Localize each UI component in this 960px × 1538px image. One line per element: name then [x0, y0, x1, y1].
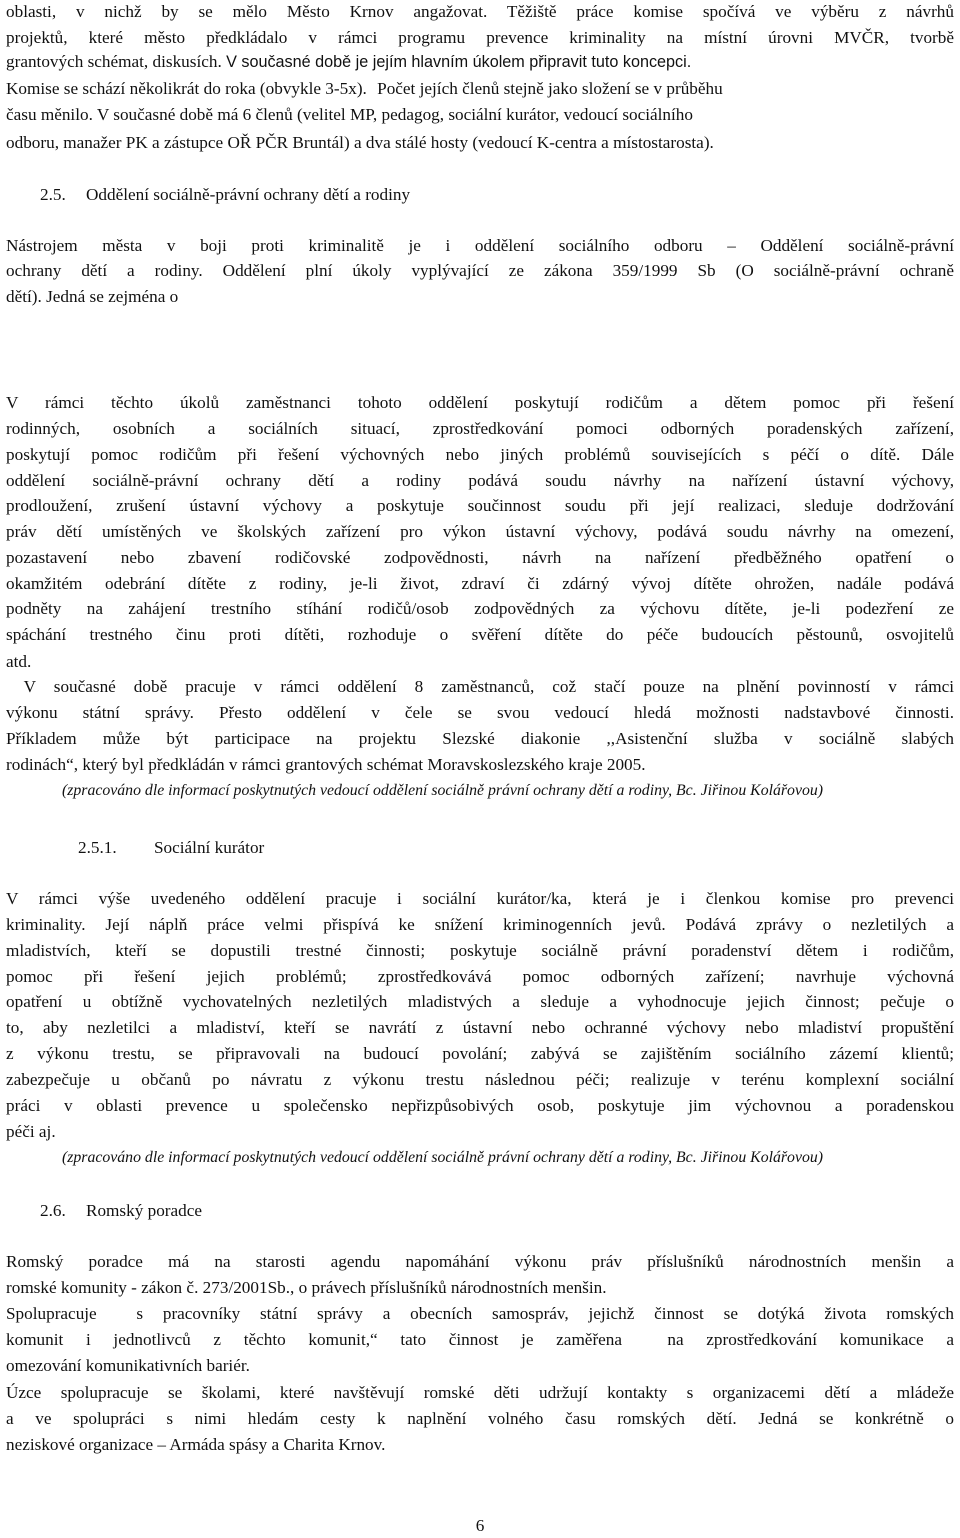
- text-line: spáchání trestného činu proti dítěti, rozhoduje o svěření dítěte do péče budoucích pěstounů, osvojitelů: [6, 625, 954, 644]
- text-line: projektů, které město předkládalo v rámci programu prevence kriminality na místní úrovni MVČR, tvorbě: [6, 28, 954, 47]
- text-line: oddělení sociálně-právní ochrany dětí a rodiny podává soudu návrhy na nařízení ústavní výchovy,: [6, 471, 954, 490]
- text-line: pozastavení nebo zbavení rodičovské zodpovědnosti, návrh na nařízení předběžného opatření o: [6, 548, 954, 567]
- section-title: Romský poradce: [86, 1201, 202, 1220]
- text-line: to, aby nezletilci a mladiství, kteří se navrátí z ústavní nebo ochranné výchovy nebo mladiství propuštění: [6, 1018, 954, 1037]
- text-line: V současné době pracuje v rámci oddělení 8 zaměstnanců, což stačí pouze na plnění povinností v rámci: [6, 677, 954, 696]
- text-line: výkonu státní správy. Přesto oddělení v čele se svou vedoucí hledá možnosti nadstavbové činnosti.: [6, 703, 954, 722]
- text-line: V rámci výše uvedeného oddělení pracuje i sociální kurátor/ka, která je i členkou komise pro prevenci: [6, 889, 954, 908]
- section-heading: [40, 1199, 202, 1223]
- text-span: Počet jejích členů stejně jako složení se v průběhu: [377, 79, 723, 98]
- text-line: Romský poradce má na starosti agendu napomáhání výkonu práv příslušníků národnostních menšin a: [6, 1252, 954, 1271]
- text-line: poskytují pomoc rodičům při řešení výchovných nebo jiných problémů souvisejících s péčí o dítě. Dále: [6, 445, 954, 464]
- text-line: rodinných, osobních a sociálních situací, zprostředkování pomoci odborných poradenských zařízení,: [6, 419, 954, 438]
- subsection-title: Sociální kurátor: [154, 838, 265, 857]
- text-line: mladistvích, kteří se dopustili trestné činnosti; poskytuje sociálně právní poradenství dětem i rodičům,: [6, 941, 954, 960]
- text-line: podněty na zahájení trestního stíhání rodičů/osob zodpovědných za výchovu dítěte, je-li podezření ze: [6, 599, 954, 618]
- text-span: grantových schémat, diskusích.: [6, 52, 222, 71]
- text-line-mixed: [6, 50, 954, 74]
- text-line: prodloužení, zrušení ústavní výchovy a poskytuje součinnost soudu při její realizaci, sleduje dodržování: [6, 496, 954, 515]
- text-line: opatření u obtížně vychovatelných nezletilých mladistvých a sleduje a vyhodnocuje jejich činnost; pečuje o: [6, 992, 954, 1011]
- text-span-sans: V současné době je jejím hlavním úkolem připravit tuto koncepci.: [226, 53, 692, 71]
- subsection-number: 2.5.1.: [78, 838, 117, 857]
- text-line: práci v oblasti prevence u společensko nepřizpůsobivých osob, poskytuje jim výchovnou a poradenskou: [6, 1096, 954, 1115]
- text-line-mixed: [6, 103, 954, 127]
- text-line: komunit i jednotlivců z těchto komunit,“ tato činnost je zaměřena na zprostředkování komunikace a: [6, 1330, 954, 1349]
- text-line: Úzce spolupracuje se školami, které navštěvují romské děti udržují kontakty s organizacemi dětí a mládeže: [6, 1383, 954, 1402]
- text-line: dětí). Jedná se zejména o: [6, 287, 179, 306]
- text-line: rodinách“, který byl předkládán v rámci grantových schémat Moravskoslezského kraje 2005.: [6, 755, 646, 774]
- source-note: (zpracováno dle informací poskytnutých vedoucí oddělení sociálně právní ochrany dětí a rodiny, Bc. Jiřinou Kolářovou): [62, 782, 824, 799]
- text-line: atd.: [6, 652, 32, 671]
- text-line: oblasti, v nichž by se mělo Město Krnov angažovat. Těžiště práce komise spočívá ve výběru z návrhů: [6, 2, 954, 21]
- text-line: práv dětí umístěných ve školských zařízení pro výkon ústavní výchovy, podává soudu návrhy na omezení,: [6, 522, 954, 541]
- text-span: Komise se schází několikrát do roka (obvykle 3-5x).: [6, 79, 367, 98]
- text-line: V rámci těchto úkolů zaměstnanci tohoto oddělení poskytují rodičům a dětem pomoc při řešení: [6, 393, 954, 412]
- text-line: z výkonu trestu, se připravovali na budoucí povolání; zabývá se zajištěním sociálního zázemí klientů;: [6, 1044, 954, 1063]
- text-line: romské komunity - zákon č. 273/2001Sb., o právech příslušníků národnostních menšin.: [6, 1278, 607, 1297]
- text-line: Příkladem může být participace na projektu Slezské diakonie ,,Asistenční služba v sociálně slabých: [6, 729, 954, 748]
- section-heading: [40, 183, 410, 207]
- section-number: 2.5.: [40, 185, 66, 204]
- text-line-mixed: [6, 77, 954, 101]
- text-line: okamžitém odebrání dítěte z rodiny, je-li život, zdraví či zdárný vývoj dítěte ohrožen, nadále podává: [6, 574, 954, 593]
- text-span: času měnilo.: [6, 105, 93, 124]
- text-line: zabezpečuje u občanů po návratu z výkonu trestu následnou péči; realizuje v terénu komplexní sociální: [6, 1070, 954, 1089]
- section-title: Oddělení sociálně-právní ochrany dětí a rodiny: [86, 185, 411, 204]
- section-number: 2.6.: [40, 1201, 66, 1220]
- text-line: a ve spolupráci s nimi hledám cesty k naplnění volného času romských dětí. Jedná se konkrétně o: [6, 1409, 954, 1428]
- page-number: 6: [475, 1516, 485, 1535]
- text-line: péči aj.: [6, 1122, 56, 1141]
- text-line: neziskové organizace – Armáda spásy a Charita Krnov.: [6, 1435, 386, 1454]
- subsection-heading: [78, 836, 264, 860]
- text-line: pomoc při řešení jejich problémů; zprostředkovává pomoc odborných zařízení; navrhuje výchovná: [6, 967, 954, 986]
- text-line: Spolupracuje s pracovníky státní správy a obecních samospráv, jejichž činnost se dotýká života romských: [6, 1304, 954, 1323]
- text-line: omezování komunikativních bariér.: [6, 1356, 250, 1375]
- text-span: V současné době má 6 členů (velitel MP, pedagog, sociální kurátor, vedoucí sociálního: [96, 105, 693, 124]
- text-line: kriminality. Její náplň práce velmi přispívá ke snížení kriminogenních jevů. Podává zprávy o nezletilých a: [6, 915, 954, 934]
- text-line: ochrany dětí a rodiny. Oddělení plní úkoly vyplývající ze zákona 359/1999 Sb (O sociálně-právní ochraně: [6, 261, 954, 280]
- source-note: (zpracováno dle informací poskytnutých vedoucí oddělení sociálně právní ochrany dětí a rodiny, Bc. Jiřinou Kolářovou): [62, 1149, 824, 1166]
- text-line: odboru, manažer PK a zástupce OŘ PČR Bruntál) a dva stálé hosty (vedoucí K-centra a místostarosta).: [6, 133, 714, 152]
- text-line: Nástrojem města v boji proti kriminalitě je i oddělení sociálního odboru – Oddělení sociálně-právní: [6, 236, 954, 255]
